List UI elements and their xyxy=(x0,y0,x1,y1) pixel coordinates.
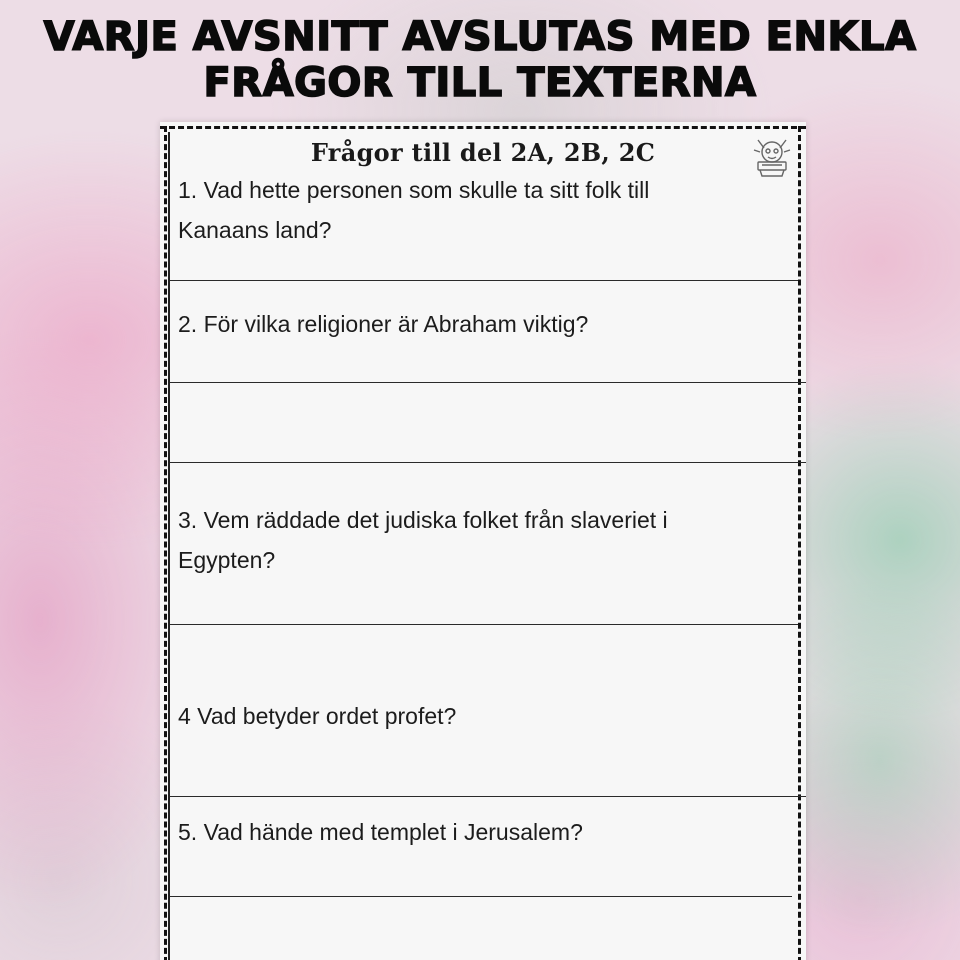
question-4 xyxy=(178,696,778,736)
question-1-line-1: 1. Vad hette personen som skulle ta sitt folk till xyxy=(178,177,650,203)
question-5-line-1: 5. Vad hände med templet i Jerusalem? xyxy=(178,819,583,845)
answer-line xyxy=(170,280,798,281)
answer-line xyxy=(170,796,806,797)
dashed-border-right xyxy=(798,126,801,960)
answer-line xyxy=(170,624,798,625)
question-2 xyxy=(178,304,778,344)
question-2-line-1: 2. För vilka religioner är Abraham viktig? xyxy=(178,311,589,337)
question-3 xyxy=(178,500,778,580)
dashed-border-left xyxy=(164,126,167,960)
headline-line-1: VARJE AVSNITT AVSLUTAS MED ENKLA xyxy=(43,14,917,60)
question-1-line-2: Kanaans land? xyxy=(178,217,332,243)
answer-line xyxy=(170,382,806,383)
question-4-line-1: 4 Vad betyder ordet profet? xyxy=(178,703,457,729)
worksheet-title: Frågor till del 2A, 2B, 2C xyxy=(310,138,656,167)
dashed-border-top xyxy=(160,126,806,129)
answer-line xyxy=(170,462,806,463)
promo-headline xyxy=(0,14,960,106)
question-1 xyxy=(178,170,778,250)
question-3-line-1: 3. Vem räddade det judiska folket från slaveriet i xyxy=(178,507,668,533)
margin-line xyxy=(168,132,170,960)
headline-line-2: FRÅGOR TILL TEXTERNA xyxy=(203,60,757,106)
answer-line xyxy=(170,896,792,897)
worksheet-page xyxy=(160,122,806,960)
question-5 xyxy=(178,812,778,852)
question-3-line-2: Egypten? xyxy=(178,547,276,573)
